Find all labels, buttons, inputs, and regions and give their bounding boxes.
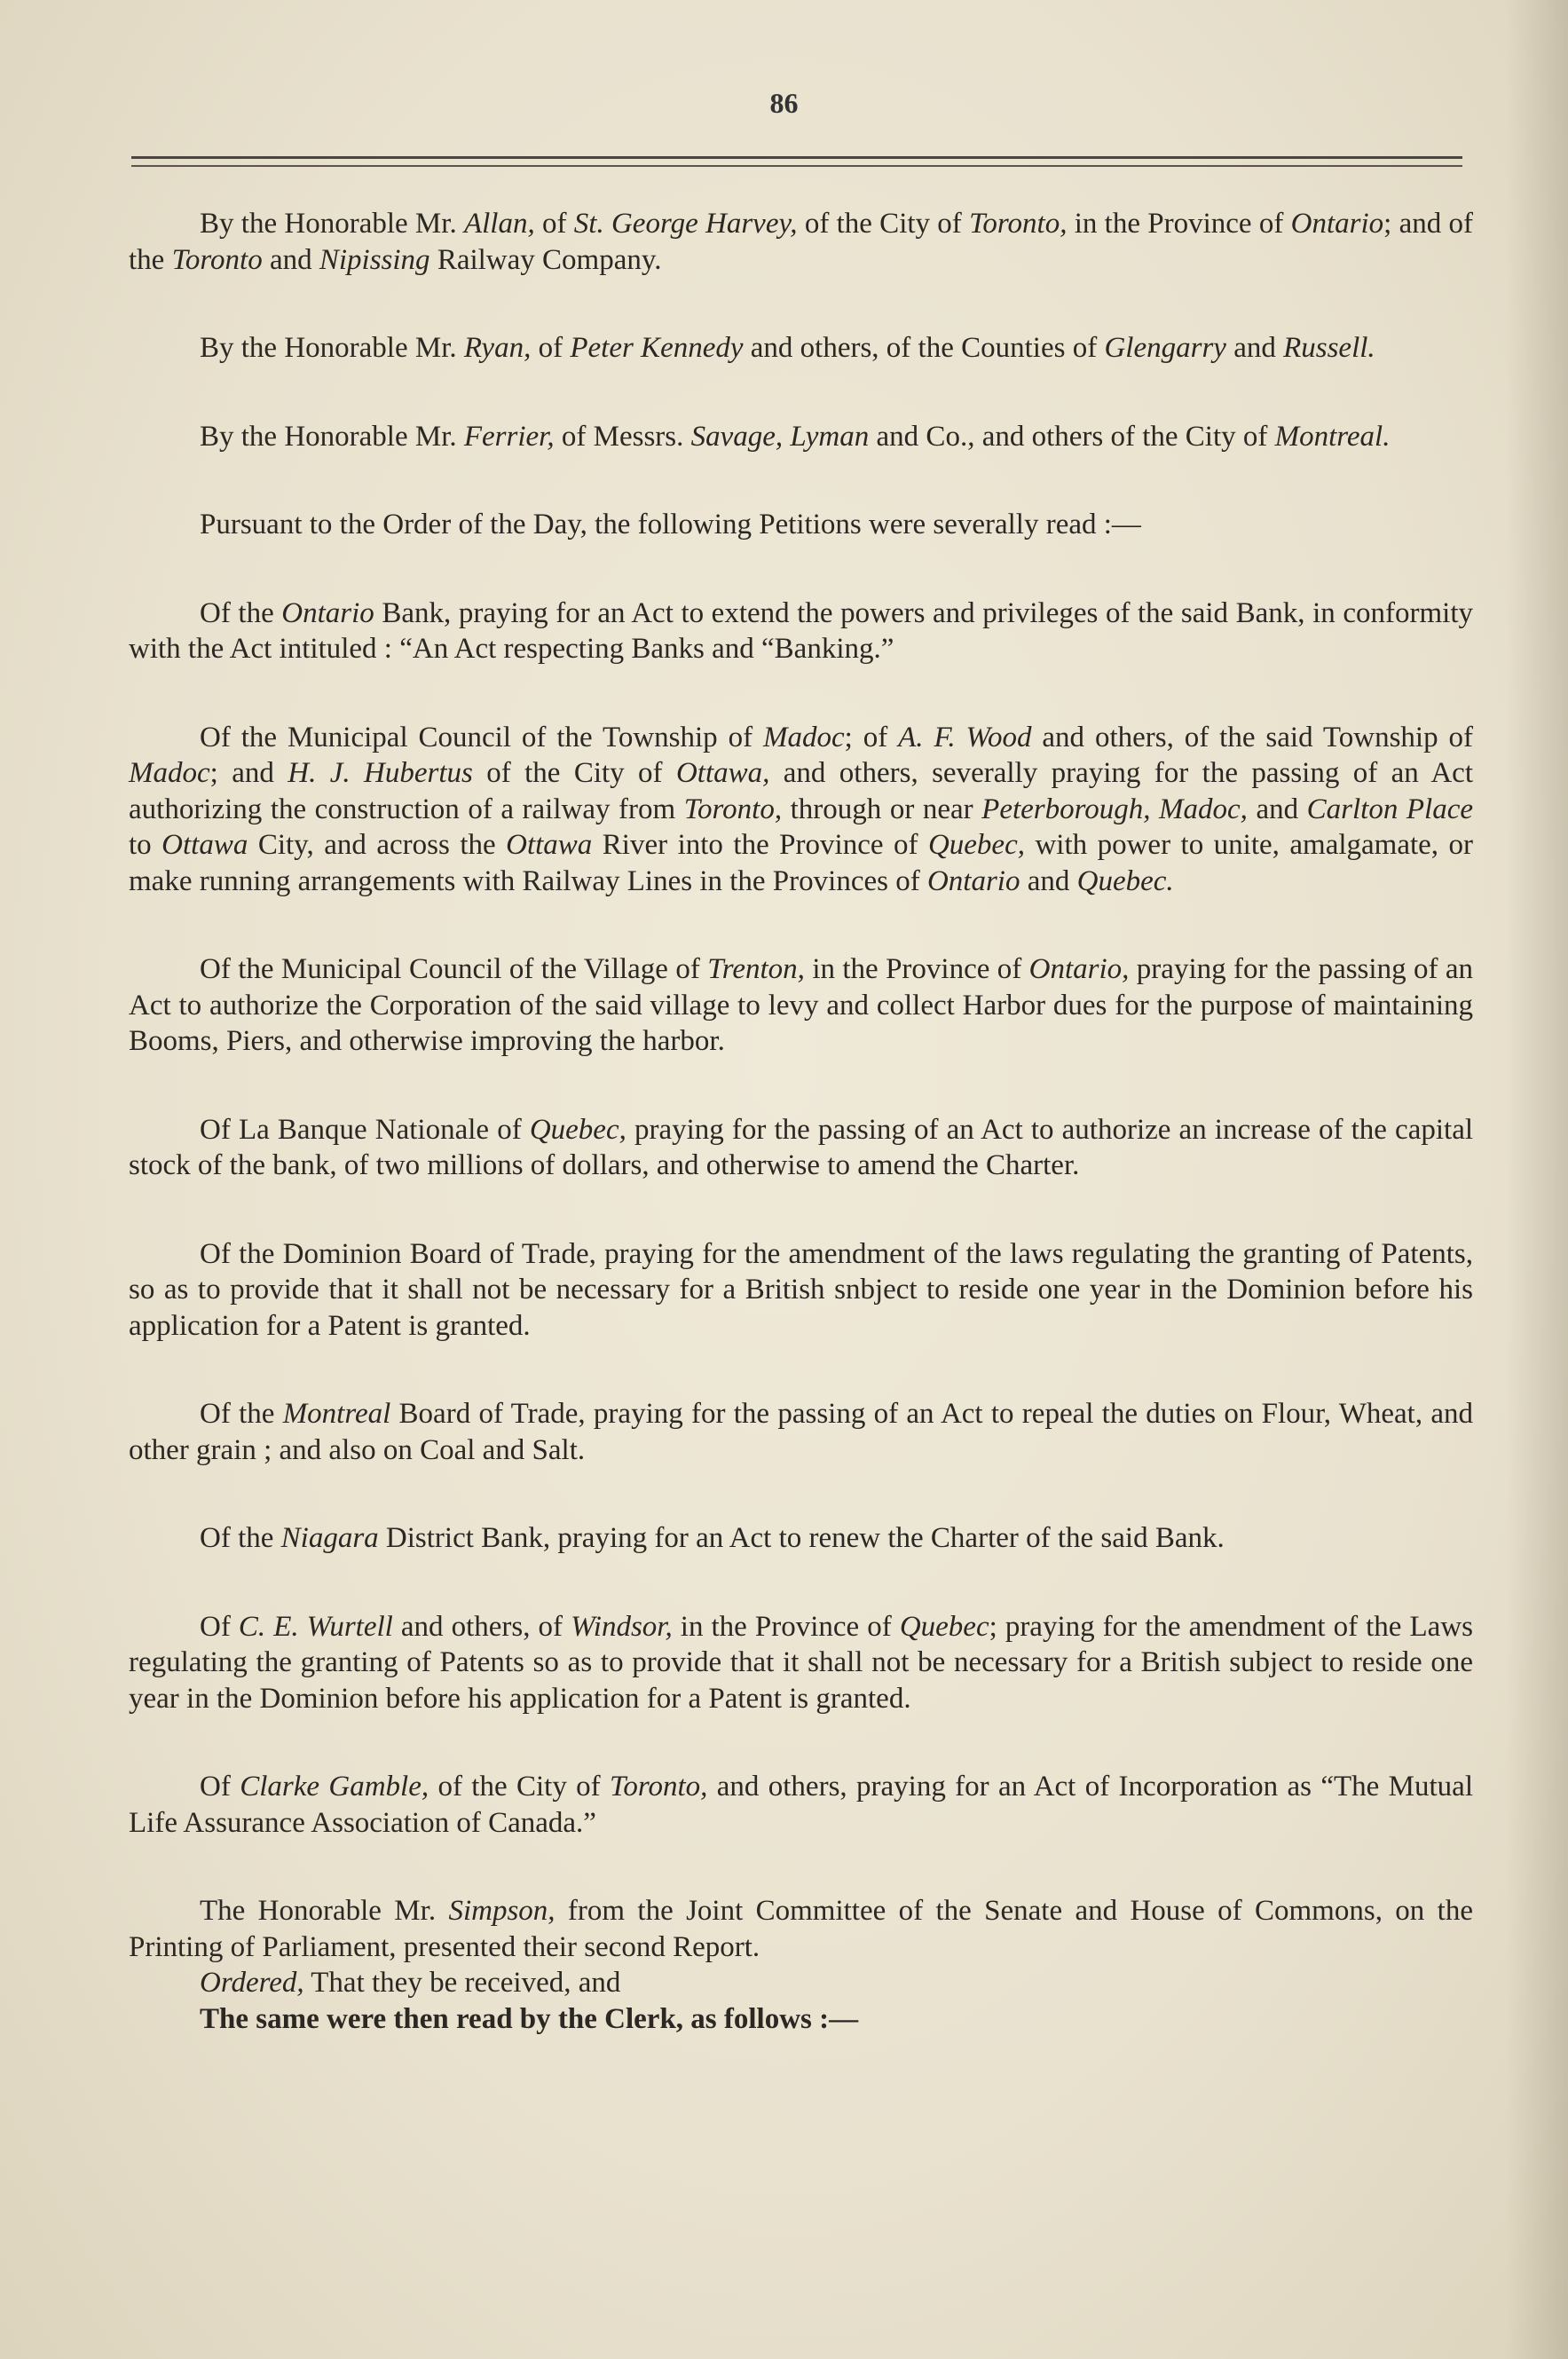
text-run: Of bbox=[200, 1771, 240, 1803]
italic-text: Quebec. bbox=[1076, 864, 1174, 897]
paragraph bbox=[129, 2001, 1473, 2038]
text-run: Railway Company. bbox=[429, 243, 662, 276]
italic-text: Peterborough, Madoc, bbox=[981, 793, 1248, 825]
text-run: ; of bbox=[844, 721, 899, 753]
text-run: Of the bbox=[200, 1522, 281, 1554]
text-run: That they be received, and bbox=[303, 1967, 621, 1999]
italic-text: Peter Kennedy bbox=[570, 332, 744, 364]
text-run: District Bank, praying for an Act to renew the Charter of the said Bank. bbox=[378, 1522, 1225, 1554]
header-rule-thin bbox=[131, 165, 1462, 167]
italic-text: Nipissing bbox=[319, 243, 430, 276]
paragraph bbox=[129, 419, 1473, 455]
page-body bbox=[129, 206, 1473, 2037]
text-run: Of the bbox=[200, 596, 282, 629]
italic-text: Montreal bbox=[282, 1398, 391, 1430]
text-run: in the Province of bbox=[804, 953, 1029, 985]
italic-text: Ferrier, bbox=[463, 420, 555, 453]
italic-text: Ontario bbox=[1290, 208, 1384, 240]
italic-text: Savage, Lyman bbox=[690, 420, 870, 453]
italic-text: H. J. Hubertus bbox=[288, 757, 473, 789]
italic-text: Russell. bbox=[1283, 332, 1375, 364]
italic-text: Madoc bbox=[762, 721, 845, 753]
text-run: Pursuant to the Order of the Day, the following Petitions were severally read :— bbox=[200, 509, 1141, 540]
paragraph bbox=[129, 206, 1473, 278]
paragraph bbox=[129, 1396, 1473, 1468]
text-run: of bbox=[531, 332, 571, 364]
text-run: and others, of bbox=[392, 1610, 571, 1643]
italic-text: Toronto, bbox=[683, 793, 783, 825]
text-run: in the Province of bbox=[672, 1610, 900, 1643]
italic-text: Ordered, bbox=[200, 1967, 304, 1999]
italic-text: Ryan, bbox=[463, 332, 532, 364]
paragraph bbox=[129, 330, 1473, 367]
italic-text: Toronto, bbox=[969, 208, 1068, 240]
text-run: and others, severally praying for the passing of an Act authorizing the construction of a railway from bbox=[129, 757, 1473, 825]
text-run: ; and of the bbox=[129, 208, 1473, 276]
text-run: ; and bbox=[209, 757, 288, 789]
paragraph bbox=[129, 1236, 1473, 1345]
binding-shadow bbox=[1506, 0, 1568, 2359]
italic-text: Montreal. bbox=[1274, 420, 1391, 453]
italic-text: Ontario bbox=[281, 596, 374, 629]
text-run: and bbox=[1247, 793, 1307, 825]
italic-text: Madoc bbox=[129, 757, 210, 789]
text-run: and others, of the said Township of bbox=[1031, 721, 1473, 753]
italic-text: Quebec bbox=[899, 1610, 989, 1643]
italic-text: Quebec, bbox=[529, 1113, 626, 1146]
italic-text: C. E. Wurtell bbox=[238, 1610, 393, 1643]
text-run: Of La Banque Nationale of bbox=[200, 1113, 530, 1146]
text-run: in the Province of bbox=[1067, 208, 1291, 240]
text-run: and bbox=[1020, 864, 1077, 897]
italic-text: Ontario, bbox=[1028, 953, 1130, 985]
paragraph bbox=[129, 720, 1473, 900]
italic-text: Glengarry bbox=[1104, 332, 1226, 364]
paragraph bbox=[129, 1769, 1473, 1841]
italic-text: Carlton Place bbox=[1306, 793, 1474, 825]
italic-text: Quebec, bbox=[927, 829, 1025, 861]
header-rule-thick bbox=[131, 156, 1462, 159]
italic-text: Ottawa, bbox=[675, 757, 770, 789]
text-run: ; praying for the amendment of the Laws regulating the granting of Patents so as to provide that it shall not be necessary for a British subject to reside one year in the Dominion before his application for a Patent is granted. bbox=[129, 1610, 1473, 1715]
text-run: with power to unite, amalgamate, or make running arrangements with Railway Lines in the Provinces of bbox=[129, 829, 1474, 897]
italic-text: Toronto, bbox=[610, 1771, 708, 1803]
italic-text: Toronto bbox=[171, 243, 263, 276]
text-run: and others, of the Counties of bbox=[743, 332, 1105, 364]
text-run: and Co., and others of the City of bbox=[869, 420, 1275, 453]
text-run: of Messrs. bbox=[554, 420, 691, 453]
text-run: The Honorable Mr. bbox=[200, 1895, 449, 1927]
text-run: through or near bbox=[782, 793, 982, 825]
text-run: praying for the passing of an Act to authorize an increase of the capital stock of the bank, of two millions of dollars, and otherwise to amend the Charter. bbox=[129, 1113, 1474, 1181]
italic-text: Ottawa bbox=[506, 829, 593, 861]
text-run: and bbox=[1225, 332, 1284, 364]
paragraph bbox=[129, 596, 1473, 667]
italic-text: A. F. Wood bbox=[898, 721, 1032, 753]
text-run: and bbox=[262, 243, 319, 276]
text-run: Of the Municipal Council of the Township of bbox=[200, 721, 763, 753]
italic-text: Trenton, bbox=[707, 953, 805, 985]
text-run: praying for the passing of an Act to authorize the Corporation of the said village to levy and collect Harbor dues for the purpose of maintaining Booms, Piers, and otherwise improving the harbor. bbox=[129, 953, 1473, 1057]
text-run: Of the Dominion Board of Trade, praying for the amendment of the laws regulating the granting of Patents, so as to provide that it shall not be necessary for a British snbject to reside one year in the Dominion before his application for a Patent is granted. bbox=[129, 1237, 1473, 1342]
paragraph bbox=[129, 1609, 1473, 1717]
paragraph bbox=[129, 1520, 1473, 1557]
paragraph bbox=[129, 507, 1473, 543]
page-number: 86 bbox=[769, 87, 799, 119]
text-run: of the City of bbox=[797, 208, 970, 240]
italic-text: Ontario bbox=[926, 864, 1020, 897]
paragraph bbox=[129, 1965, 1473, 2001]
text-run: of the City of bbox=[472, 757, 676, 789]
italic-text: St. George Harvey, bbox=[573, 208, 798, 240]
text-run: to bbox=[129, 829, 162, 861]
italic-text: Clarke Gamble, bbox=[240, 1771, 429, 1803]
italic-text: Ottawa bbox=[162, 829, 248, 861]
text-run: Of the Municipal Council of the Village of bbox=[200, 953, 708, 985]
text-run: of the City of bbox=[429, 1771, 611, 1803]
text-run: The same were then read by the Clerk, as follows :— bbox=[200, 2002, 859, 2035]
paragraph bbox=[129, 1112, 1473, 1184]
text-run: By the Honorable Mr. bbox=[200, 420, 464, 453]
text-run: City, and across the bbox=[248, 829, 507, 861]
text-run: Board of Trade, praying for the passing of an Act to repeal the duties on Flour, Wheat, and other grain ; and also on Coal and Salt. bbox=[129, 1398, 1474, 1466]
text-run: Bank, praying for an Act to extend the powers and privileges of the said Bank, in conformity with the Act intituled : “An Act respecting Banks and “Banking.” bbox=[129, 596, 1473, 665]
italic-text: Allan, bbox=[463, 208, 535, 240]
paragraph bbox=[129, 951, 1473, 1060]
text-run: River into the Province of bbox=[592, 829, 928, 861]
italic-text: Windsor, bbox=[571, 1610, 673, 1643]
text-run: By the Honorable Mr. bbox=[200, 332, 464, 364]
text-run: By the Honorable Mr. bbox=[200, 208, 464, 240]
paragraph bbox=[129, 1893, 1473, 1965]
text-run: Of bbox=[200, 1610, 239, 1643]
text-run: of bbox=[534, 208, 574, 240]
text-run: and others, praying for an Act of Incorporation as “The Mutual Life Assurance Association of Canada.” bbox=[129, 1771, 1473, 1839]
text-run: Of the bbox=[200, 1398, 283, 1430]
text-run: from the Joint Committee of the Senate and House of Commons, on the Printing of Parliament, presented their second Report. bbox=[129, 1895, 1473, 1963]
italic-text: Simpson, bbox=[448, 1895, 555, 1927]
italic-text: Niagara bbox=[280, 1522, 379, 1554]
